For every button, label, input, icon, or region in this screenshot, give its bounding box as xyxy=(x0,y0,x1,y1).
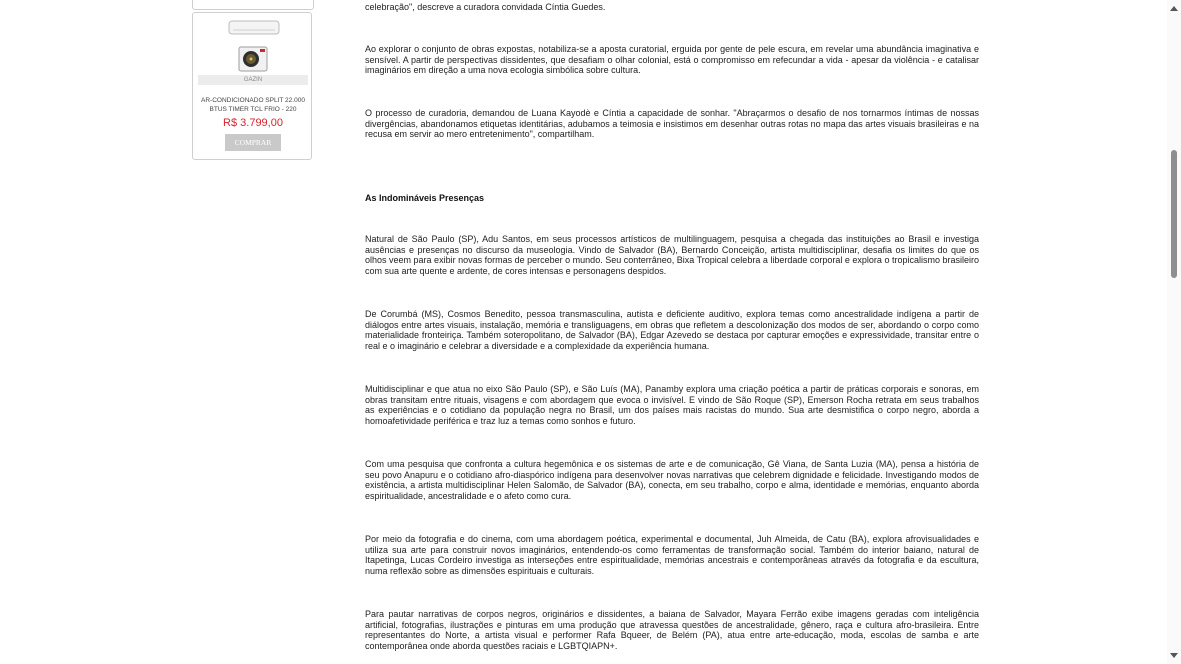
article-paragraph: Para pautar narrativas de corpos negros, originários e dissidentes, a baiana de Salvador, Mayara Ferrão exibe imagens geradas com inteligência artificial, fotografias, ilustrações e pinturas em uma produção que atravessa questões de ancestralidade, gênero, raça e cultura afro-brasileira. Entre representantes do Norte, a artista visual e performer Rafa Bqueer, de Belém (PA), atua entre arte-educação, moda, escolas de samba e arte contemporânea onde aborda questões raciais e LGBTQIAPN+. xyxy=(365,609,979,652)
article-paragraph: Ao explorar o conjunto de obras expostas, notabiliza-se a aposta curatorial, erguida por gente de pele escura, em revelar uma abundância imaginativa e sensível. A partir de perspectivas dissidentes, que desafiam o olhar colonial, está o compromisso em refecundar a vida - apesar da violência - e catalisar imaginários em direção a uma nova ecologia simbólica sobre cultura. xyxy=(365,44,979,76)
product-name[interactable]: AR-CONDICIONADO SPLIT 22.000 BTUS TIMER TCL FRIO - 220 xyxy=(201,97,305,113)
vertical-scrollbar[interactable] xyxy=(1167,0,1181,664)
scroll-down-arrow-icon[interactable] xyxy=(1170,653,1178,658)
product-price: R$ 3.799,00 xyxy=(223,117,283,129)
article-paragraph: Por meio da fotografia e do cinema, com uma abordagem poética, experimental e documental, Juh Almeida, de Catu (BA), explora afrovisualidades e utiliza sua arte para construir novos imaginários, entendendo-os como ferramentas de transformação social. Também do interior baiano, natural de Itapetinga, Lucas Cordeiro investiga as interseções entre espiritualidade, memórias ancestrais e contemporâneas através da fotografia e da escultura, numa reflexão sobre as dimensões espirituais e culturais. xyxy=(365,534,979,577)
buy-button[interactable]: COMPRAR xyxy=(225,134,281,151)
article-paragraph: Com uma pesquisa que confronta a cultura hegemônica e os sistemas de arte e de comunicação, Gê Viana, de Santa Luzia (MA), pensa a história de seu povo Anapuru e o cotidiano afro-diaspórico indígena para desenvolver novas narrativas que celebrem dignidade e felicidade. Investigando modos de existência, a artista multidisciplinar Helen Salomão, de Salvador (BA), conecta, em seu trabalho, corpo e alma, identidade e memórias, enquanto aborda espiritualidade, ancestralidade e o afeto como cura. xyxy=(365,459,979,502)
scrollbar-thumb[interactable] xyxy=(1171,150,1177,278)
article-paragraph: celebração", descreve a curadora convidada Cíntia Guedes. xyxy=(365,2,606,12)
air-conditioner-icon xyxy=(228,19,280,75)
product-card[interactable] xyxy=(192,12,312,160)
article-paragraph: De Corumbá (MS), Cosmos Benedito, pessoa transmasculina, autista e deficiente auditivo, explora temas como ancestralidade indígena a partir de diálogos entre artes visuais, instalação, memória e transliguagens, em obras que refletem a descolonização dos modos de ser, abordando o corpo como materialidade fronteiriça. Também soteropolitano, de Salvador (BA), Edgar Azevedo se destaca por capturar emoções e expressividade, transitar entre o real e o imaginário e celebrar a diversidade e a complexidade da experiência humana. xyxy=(365,309,979,352)
article-paragraph: Multidisciplinar e que atua no eixo São Paulo (SP), e São Luís (MA), Panamby explora uma criação poética a partir de práticas corporais e sonoras, em obras transitam entre rituais, visagens e com abordagem que evoca o invisível. E vindo de São Roque (SP), Emerson Rocha retrata em seus trabalhos as experiências e o cotidiano da população negra no Brasil, um dos países mais racistas do mundo. Sua arte desmistifica o corpo negro, aborda a homoafetividade periférica e traz luz a temas como sonhos e futuro. xyxy=(365,384,979,427)
article-paragraph: O processo de curadoria, demandou de Luana Kayodè e Cíntia a capacidade de sonhar. "Abraçarmos o desafio de nos tornarmos íntimas de nossas divergências, abandonamos etiquetas identitárias, adubamos a teimosia e insistimos em desenhar outras rotas no mapa das artes visuais brasileiras e na recusa em servir ao mero entretenimento", compartilham. xyxy=(365,108,979,140)
scroll-up-arrow-icon[interactable] xyxy=(1170,6,1178,11)
section-title: As Indomináveis Presenças xyxy=(365,193,485,203)
previous-product-card xyxy=(192,0,314,10)
article-paragraph: Natural de São Paulo (SP), Adu Santos, em seus processos artísticos de multilinguagem, pesquisa a chegada das instituições ao Brasil e investiga ausências e presenças no discurso da museologia. Vindo de Salvador (BA), Bernardo Conceição, artista multidisciplinar, desafia os limites do que os olhos veem para exibir novas formas de perceber o mundo. Seu conterrâneo, Bixa Tropical celebra a liberdade corporal e explora o tropicalismo brasileiro com sua arte quente e ardente, de cores intensas e personagens despidos. xyxy=(365,234,979,277)
product-brand: GAZIN xyxy=(198,75,308,85)
